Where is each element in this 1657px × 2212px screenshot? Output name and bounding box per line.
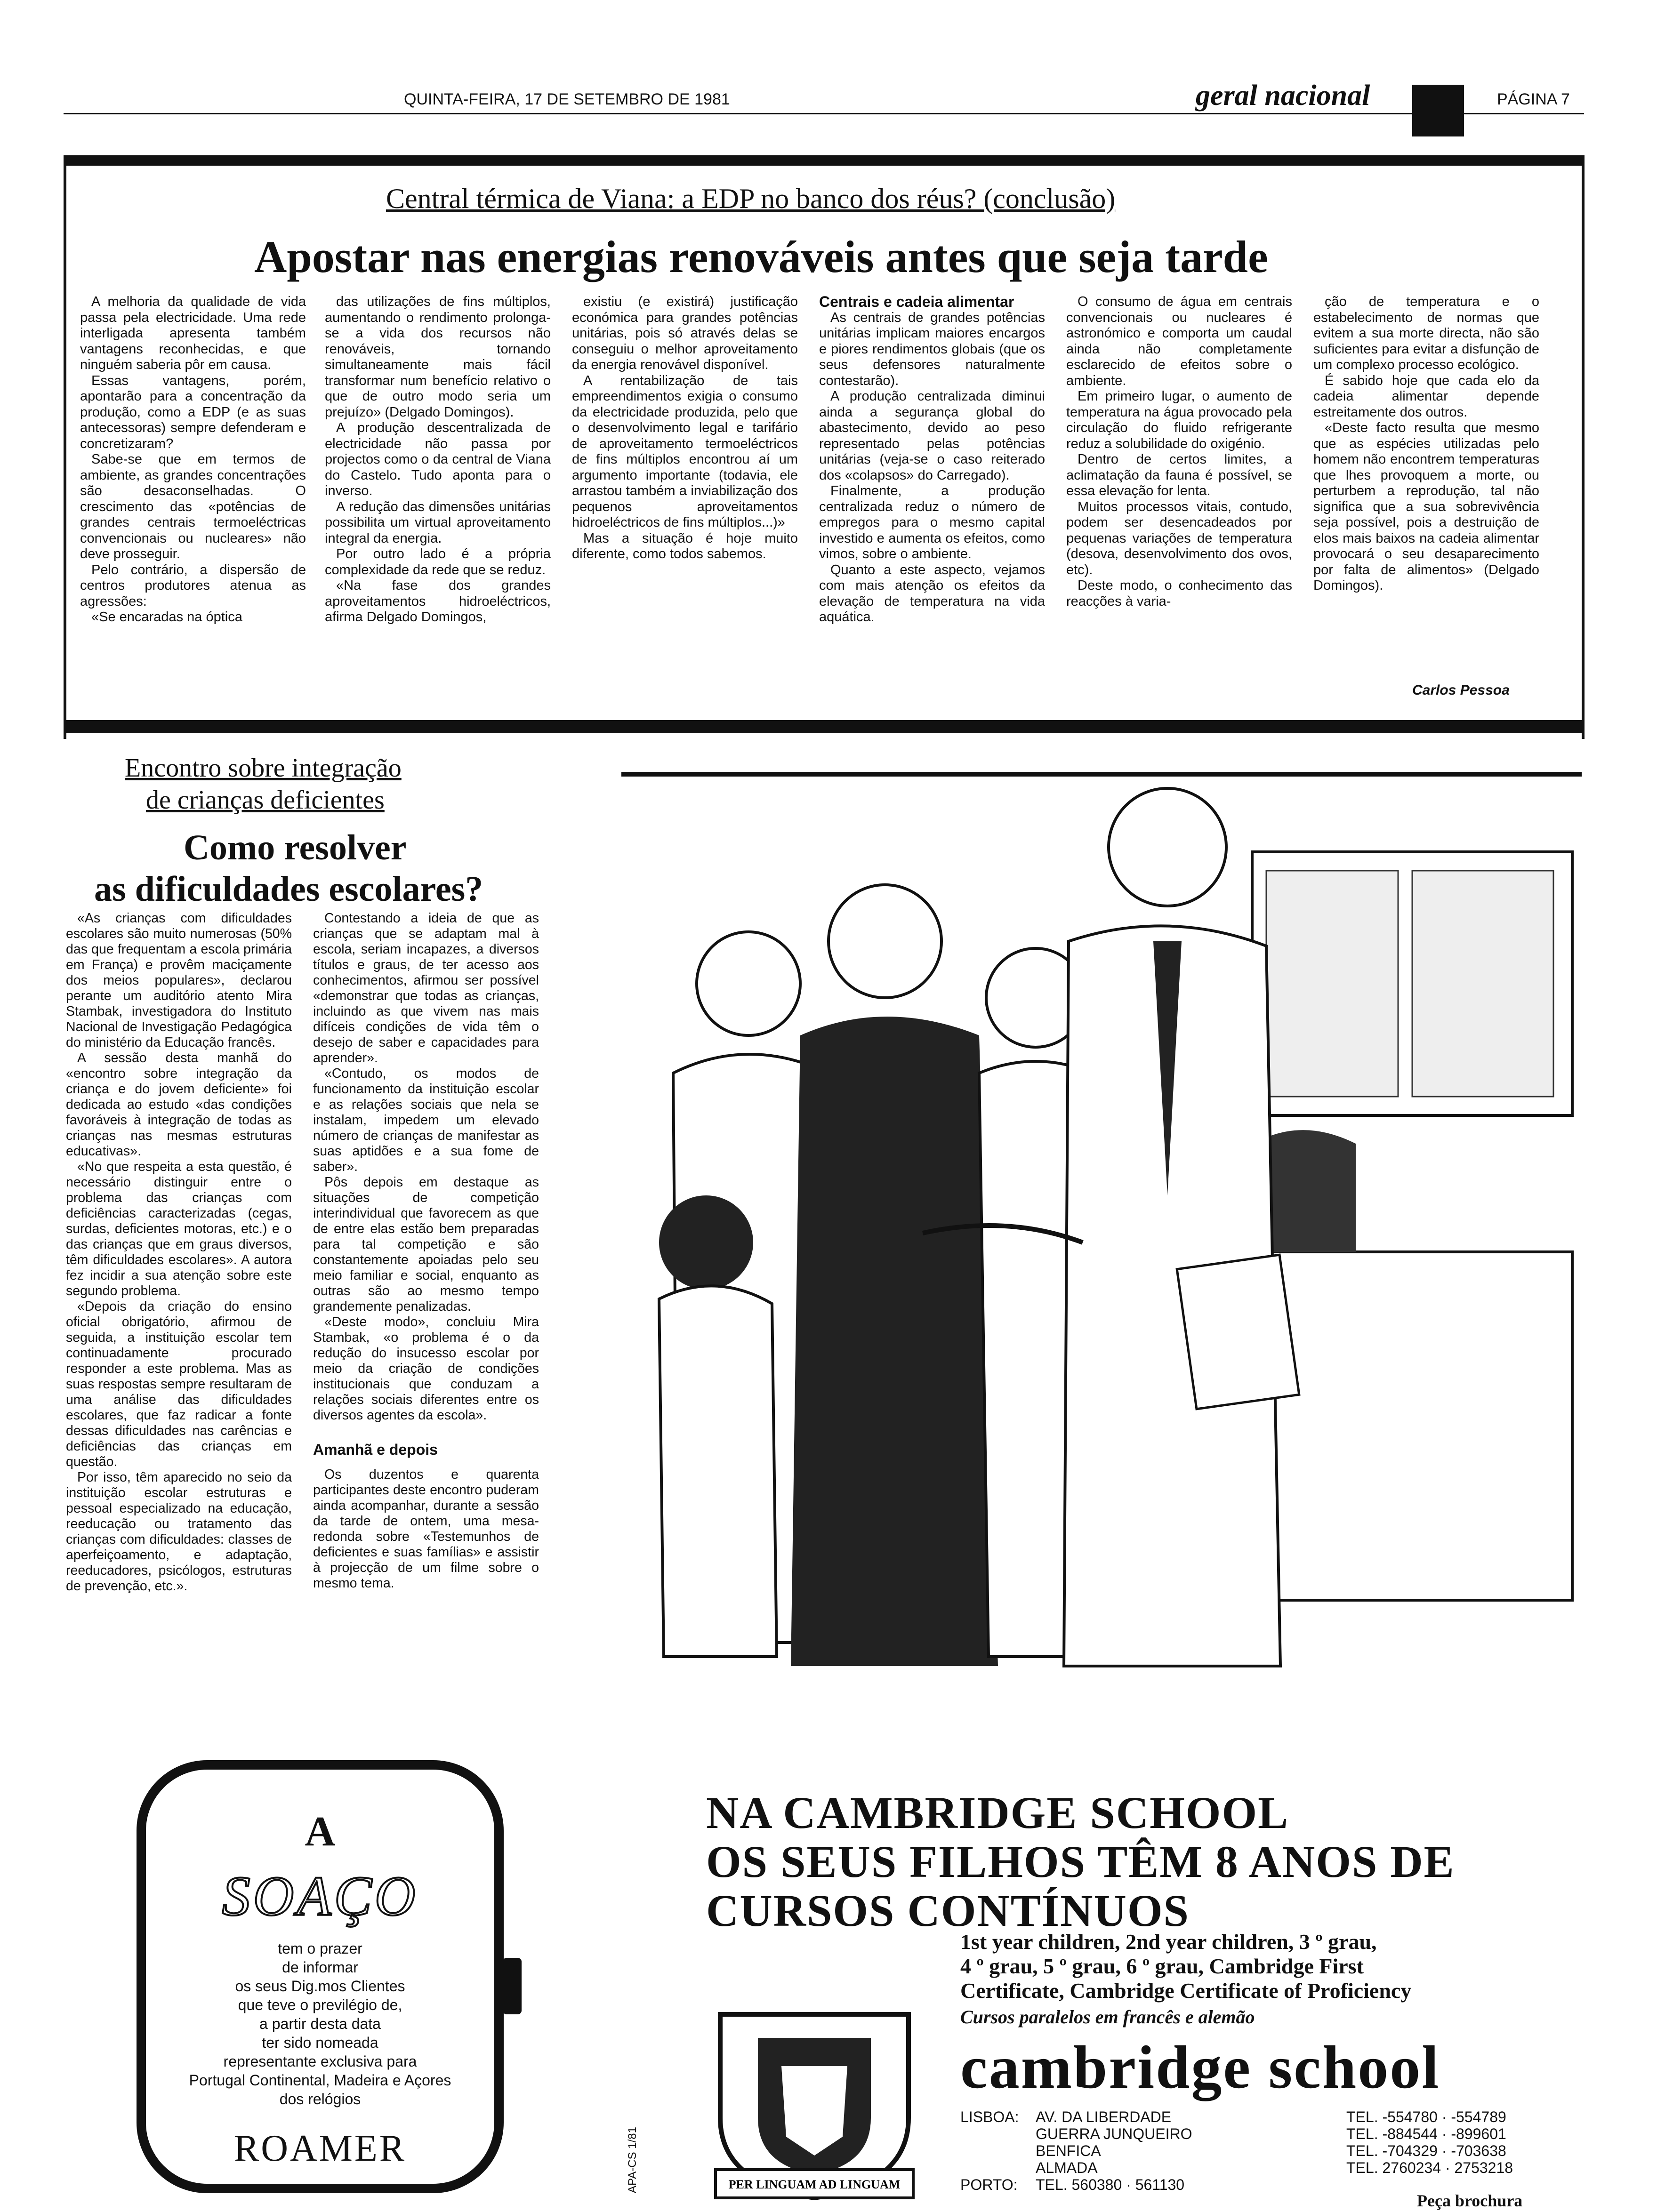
article1-bottom-bar: [64, 720, 1584, 733]
address-row: [960, 2125, 1582, 2142]
soaco-body-line: a partir desta data: [259, 2015, 381, 2032]
article1-paragraph: O consumo de água em centrais convencionais ou nucleares é astronómico e comporta um caudal ainda não completamente esclarecido de efeitos sobre o ambiente.: [1066, 294, 1292, 388]
soaco-body-text: [146, 1939, 494, 2108]
article1-paragraph: A produção centralizada diminui ainda a segurança global do abastecimento, devido ao peso representado pelas potências unitárias (veja-se o caso reiterado dos «colapsos» do Carregado).: [819, 389, 1045, 483]
article2-paragraph: «Deste modo», concluiu Mira Stambak, «o problema é o da redução do insucesso escolar por meio da criação de condições institucionais que conduzam a relações sociais diferentes entre os diversos agentes da escola».: [313, 1314, 539, 1423]
article1-paragraph: A redução das dimensões unitárias possibilita um virtual aproveitamento integral da energia.: [325, 499, 551, 546]
article1-paragraph: Essas vantagens, porém, apontarão para a concentração da produção, como a EDP (e as suas antecessoras) sempre defenderam e concretizaram?: [80, 373, 306, 451]
watch-crown: [503, 1958, 522, 2014]
article2-kicker-line2: de crianças deficientes: [146, 785, 385, 815]
soaco-logo: [160, 1864, 480, 1929]
address-street: TEL. 560380 · 561130: [1036, 2176, 1185, 2193]
address-city: [960, 2142, 1036, 2159]
soaco-body-line: ter sido nomeada: [262, 2034, 378, 2051]
address-street: AV. DA LIBERDADE: [1036, 2108, 1172, 2125]
ad-code: APA-CS 1/81: [626, 2127, 639, 2193]
page-number-box: [1412, 85, 1464, 136]
article1-right-border: [1582, 155, 1585, 739]
article2-paragraph: «No que respeita a esta questão, é necessário distinguir entre o problema das crianças com deficiências caracterizadas (cegas, surdas, deficientes motoras, etc.) e o das crianças que em graus diversos, têm dificuldades escolares». A autora fez incidir a sua atenção sobre este segundo problema.: [66, 1159, 292, 1298]
roamer-brand: ROAMER: [233, 2128, 407, 2169]
cambridge-parallel: Cursos paralelos em francês e alemão: [960, 2006, 1255, 2028]
article2-column: [66, 911, 292, 1594]
article1-paragraph: Pelo contrário, a dispersão de centros produtores atenua as agressões:: [80, 562, 306, 609]
cambridge-illustration: [621, 772, 1582, 1680]
article2-paragraph: Por isso, têm aparecido no seio da instituição escolar estruturas e pessoal especializado na educação, reeducação ou tratamento das crianças com dificuldades: classes de aperfeiçoamento, e adaptação, reeducadores, psicólogos, estruturas de prevenção, etc.».: [66, 1470, 292, 1594]
article2-paragraph: «Depois da criação do ensino oficial obrigatório, afirmou de seguida, a instituição escolar tem continuadamente procurado responder a este problema. Mas as suas respostas sempre resultaram de uma análise das dificuldades escolares, que faz radicar a fonte dessas dificuldades nas carências e deficiências das crianças em questão.: [66, 1299, 292, 1469]
address-street: GUERRA JUNQUEIRO: [1036, 2125, 1192, 2142]
cambridge-headline-line: CURSOS CONTÍNUOS: [706, 1885, 1190, 1936]
course-line: 1st year children, 2nd year children, 3 º grau,: [960, 1930, 1377, 1954]
soaco-letter: A: [305, 1808, 336, 1855]
course-line: 4 º grau, 5 º grau, 6 º grau, Cambridge First: [960, 1954, 1364, 1978]
soaco-body-line: dos relógios: [279, 2091, 361, 2108]
brochure-link[interactable]: Peça brochura: [1417, 2191, 1523, 2210]
article1-column: [572, 294, 798, 562]
soaco-body-line: tem o prazer: [278, 1940, 362, 1957]
address-street: BENFICA: [1036, 2142, 1101, 2159]
cambridge-headline-line: NA CAMBRIDGE SCHOOL: [706, 1787, 1289, 1838]
issue-date: QUINTA-FEIRA, 17 DE SETEMBRO DE 1981: [404, 90, 730, 108]
article1-paragraph: ção de temperatura e o estabelecimento de normas que evitem a sua morte directa, não são suficientes para evitar a disfunção de um complexo processo ecológico.: [1313, 294, 1539, 372]
cambridge-crest: [701, 1996, 927, 2203]
article1-paragraph: Mas a situação é hoje muito diferente, como todos sabemos.: [572, 530, 798, 561]
crest-motto: PER LINGUAM AD LINGUAM: [728, 2178, 901, 2191]
article1-paragraph: Deste modo, o conhecimento das reacções à varia-: [1066, 578, 1292, 609]
article1-paragraph: Dentro de certos limites, a aclimatação da fauna é possível, se essa elevação for lenta.: [1066, 452, 1292, 498]
address-phone: TEL. 2760234 · 2753218: [1346, 2159, 1513, 2176]
article1-column: [1313, 294, 1539, 594]
article1-paragraph: As centrais de grandes potências unitárias implicam maiores encargos e piores rendimentos globais (que os seus defensores naturalmente contestarão).: [819, 310, 1045, 388]
article2-paragraph: «Contudo, os modos de funcionamento da instituição escolar e as relações sociais que nela se instalam, impedem um elevado número de crianças de manifestar as suas aptidões e a sua fome de saber».: [313, 1066, 539, 1174]
cambridge-logo: cambridge school: [960, 2034, 1440, 2101]
address-phone: TEL. -884544 · -899601: [1346, 2125, 1506, 2142]
article2-column: [313, 911, 539, 1591]
article1-paragraph: A produção descentralizada de electricidade não passa por projectos como o da central de Viana do Castelo. Tudo aponta para o inverso.: [325, 420, 551, 498]
article1-paragraph: «Deste facto resulta que mesmo que as espécies utilizadas pelo homem não encontrem temperaturas que lhes provoquem a morte, ou perturbem a reprodução, tal não significa que a sua sobrevivência seja possível, pois a destruição de elos mais baixos na cadeia alimentar provocará o seu desaparecimento por falta de alimentos» (Delgado Domingos).: [1313, 420, 1539, 593]
article1-paragraph: Em primeiro lugar, o aumento de temperatura na água provocado pela circulação do fluido refrigerante reduz a solubilidade do oxigénio.: [1066, 389, 1292, 451]
article1-paragraph: Sabe-se que em termos de ambiente, as grandes concentrações são desaconselhadas. O crescimento das «potências de grandes centrais termoeléctricas convencionais ou nucleares» não deve prosseguir.: [80, 452, 306, 561]
article1-paragraph: Por outro lado é a própria complexidade da rede que se reduz.: [325, 546, 551, 577]
article2-paragraph: A sessão desta manhã do «encontro sobre integração da criança e do jovem deficiente» foi dedicada ao estudo «das condições favoráveis à integração de todas as crianças nas mesmas estruturas educativas».: [66, 1050, 292, 1159]
soaco-body-line: Portugal Continental, Madeira e Açores: [189, 2072, 451, 2089]
course-line: Certificate, Cambridge Certificate of Proficiency: [960, 1979, 1412, 2003]
article1-top-bar: [64, 155, 1584, 166]
article1-left-border: [64, 155, 66, 739]
article1-column: [325, 294, 551, 625]
soaco-body-line: os seus Dig.mos Clientes: [235, 1978, 405, 1995]
soaco-watch-ad: [137, 1760, 504, 2193]
address-row: [960, 2159, 1582, 2176]
article2-paragraph: Os duzentos e quarenta participantes deste encontro puderam ainda acompanhar, durante a sessão da tarde de ontem, uma mesa-redonda sobre «Testemunhos de deficientes e suas famílias» e assistir à projecção de um filme sobre o mesmo tema.: [313, 1467, 539, 1591]
article2-headline-line2: as dificuldades escolares?: [94, 869, 483, 909]
article1-column: [819, 294, 1045, 625]
article1-paragraph: «Se encaradas na óptica: [91, 609, 242, 625]
address-city: [960, 2159, 1036, 2176]
cambridge-courses: [960, 1930, 1411, 2003]
article1-byline: Carlos Pessoa: [1412, 682, 1510, 698]
article1-paragraph: existiu (e existirá) justificação económica para grandes potências unitárias, pois só através delas se conseguiu o melhor aproveitamento da energia renovável disponível.: [572, 294, 798, 372]
soaco-body-line: representante exclusiva para: [223, 2053, 417, 2070]
article1-kicker: Central térmica de Viana: a EDP no banco dos réus? (conclusão): [386, 183, 1116, 214]
article2-paragraph: «As crianças com dificuldades escolares são muito numerosas (50% das que frequentam a escola primária em França) e provêm maciçamente dos meios populares», declarou perante um auditório atento Mira Stambak, investigadora do Instituto Nacional de Investigação Pedagógica do ministério da Educação francês.: [66, 911, 292, 1050]
article2-paragraph: Pôs depois em destaque as situações de competição interindividual que favorecem as que de entre elas estão bem preparadas para tal competição e são constantemente apoiadas pelo seu meio familiar e social, enquanto as outras são ao mesmo tempo grandemente penalizadas.: [313, 1175, 539, 1314]
article2-kicker-line1: Encontro sobre integração: [125, 753, 402, 783]
article1-paragraph: das utilizações de fins múltiplos, aumentando o rendimento prolonga-se a vida dos recursos não renováveis, tornando simultaneamente mais fácil transformar num benefício relativo o que de outro modo seria um prejuízo» (Delgado Domingos).: [325, 294, 551, 420]
address-phone: TEL. -704329 · -703638: [1346, 2142, 1506, 2159]
cambridge-headline: [706, 1788, 1455, 1935]
article1-paragraph: A rentabilização de tais empreendimentos exigia o consumo da electricidade produzida, pelo que o desenvolvimento legal e tarifário de aproveitamento termoeléctricos de fins múltiplos encontrou aí um argumento importante (todavia, ele arrastou também a inviabilização dos pequenos aproveitamentos hidroeléctricos de fins múltiplos...)»: [572, 373, 798, 530]
article1-paragraph: Finalmente, a produção centralizada reduz o número de empregos para o mesmo capital investido e aumenta os efeitos, como vimos, sobre o ambiente.: [819, 483, 1045, 561]
soaco-brand: SOAÇO: [222, 1865, 418, 1927]
page-label: PÁGINA 7: [1497, 90, 1570, 108]
article1-paragraph: A melhoria da qualidade de vida passa pela electricidade. Uma rede interligada apresenta também vantagens reconhecidas, e que ninguém saberia pôr em causa.: [80, 294, 306, 372]
cambridge-addresses: [960, 2108, 1582, 2193]
address-row: [960, 2142, 1582, 2159]
address-phone: TEL. -554780 · -554789: [1346, 2108, 1506, 2125]
address-row: [960, 2108, 1582, 2125]
article1-paragraph: «Na fase dos grandes aproveitamentos hidroeléctricos, afirma Delgado Domingos,: [325, 578, 551, 625]
article1-headline: Apostar nas energias renováveis antes que seja tarde: [254, 232, 1268, 282]
article1-column: [80, 294, 306, 625]
board-graphic: [1252, 852, 1572, 1115]
soaco-body-line: que teve o previlégio de,: [238, 1996, 402, 2013]
article2-headline-line1: Como resolver: [184, 828, 407, 867]
article1-subhead: Centrais e cadeia alimentar: [819, 293, 1014, 310]
article1-paragraph: Muitos processos vitais, contudo, podem ser desencadeados por pequenas variações de temperatura (desova, desenvolvimento dos ovos, etc).: [1066, 499, 1292, 577]
article1-column: [1066, 294, 1292, 609]
address-city: PORTO:: [960, 2176, 1018, 2193]
article2-subhead: Amanhã e depois: [313, 1441, 438, 1458]
address-street: ALMADA: [1036, 2159, 1098, 2176]
section-title: geral nacional: [1196, 80, 1370, 112]
address-city: [960, 2125, 1036, 2142]
article1-paragraph: Quanto a este aspecto, vejamos com mais atenção os efeitos da elevação de temperatura na vida aquática.: [819, 562, 1045, 625]
soaco-body-line: de informar: [282, 1959, 358, 1976]
father-figure: [791, 885, 998, 1666]
article2-paragraph: Contestando a ideia de que as crianças que se adaptam mal à escola, seriam incapazes, a diversos títulos e graus, de ter acesso aos conhecimentos, afirmou ser possível «demonstrar que todas as crianças, incluindo as que vivem nas mais difíceis condições de vida têm o desejo de saber e capacidades para aprender».: [313, 911, 539, 1066]
cambridge-headline-line: OS SEUS FILHOS TÊM 8 ANOS DE: [706, 1836, 1455, 1887]
address-city: LISBOA:: [960, 2108, 1019, 2125]
article1-paragraph: É sabido hoje que cada elo da cadeia alimentar depende estreitamente dos outros.: [1313, 373, 1539, 420]
header-rule: [64, 113, 1584, 114]
